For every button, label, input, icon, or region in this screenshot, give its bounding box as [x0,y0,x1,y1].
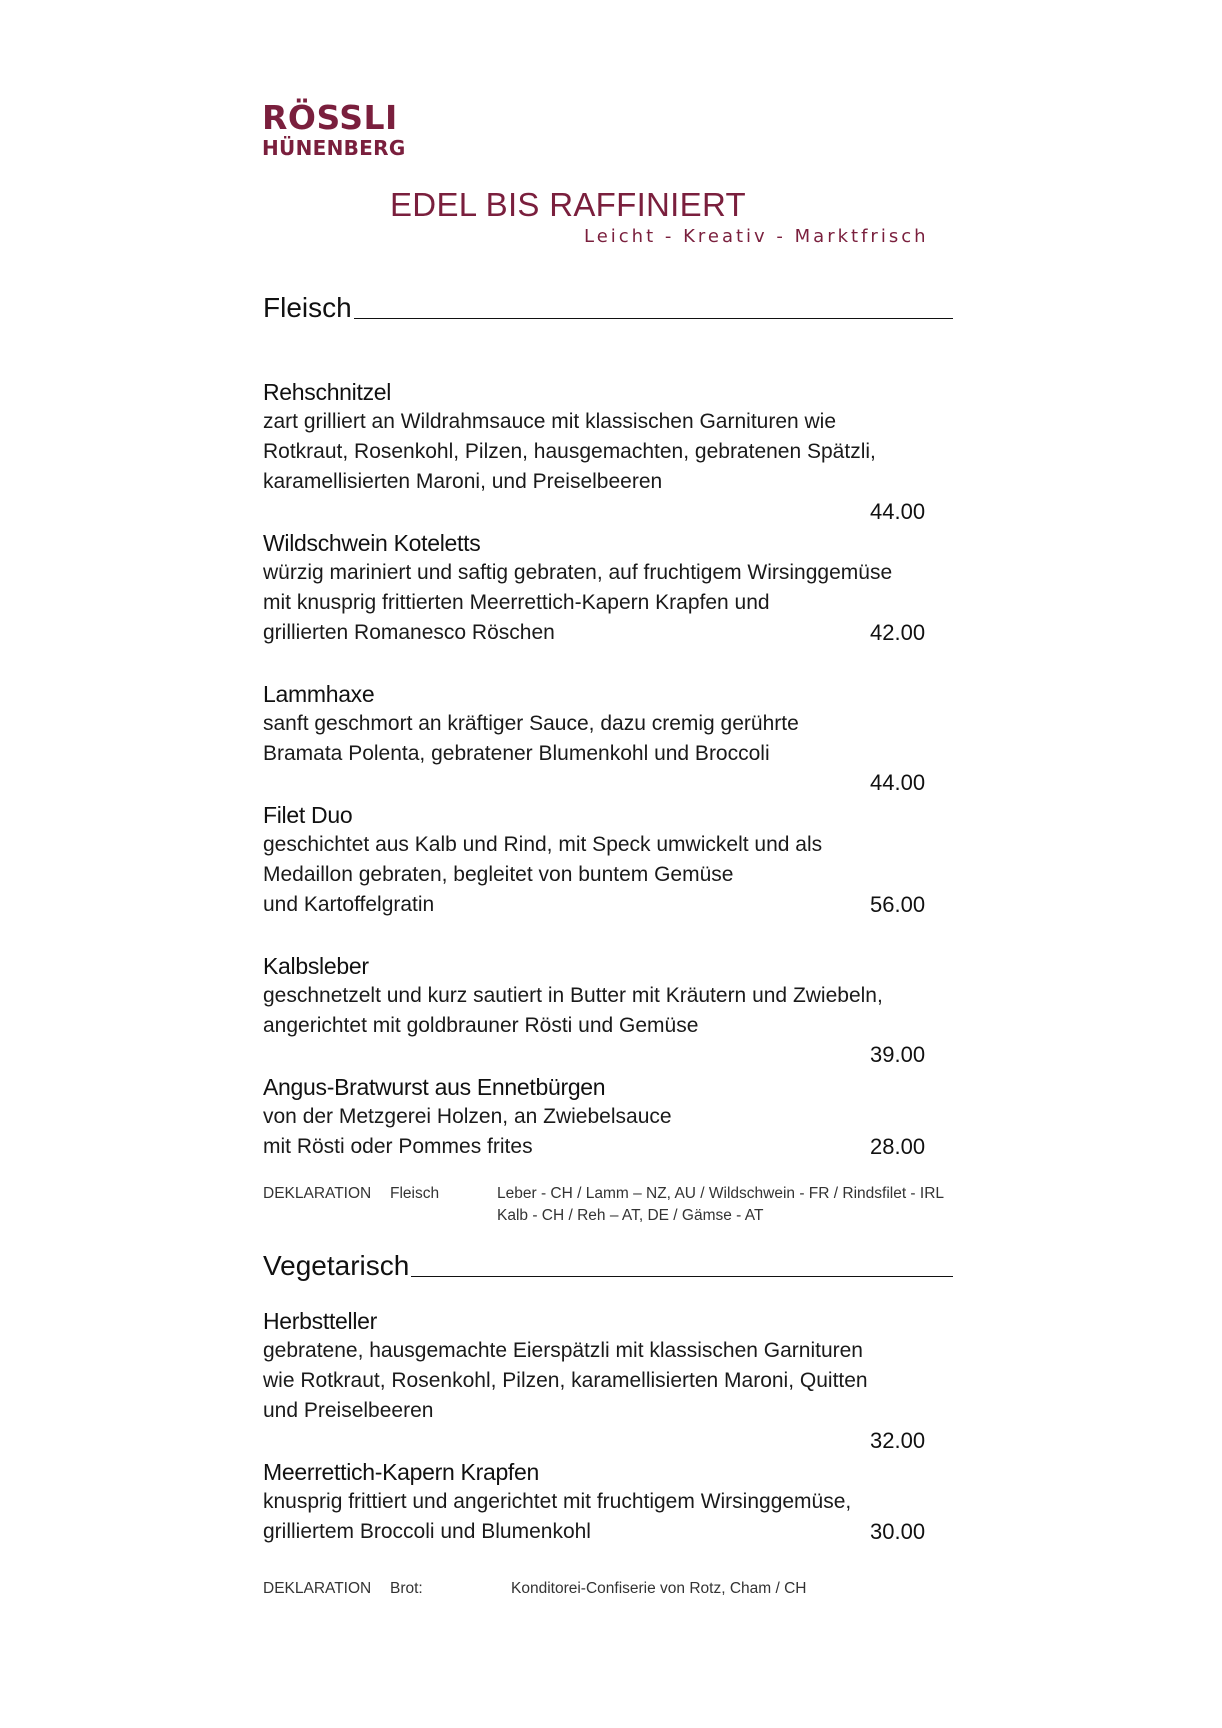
menu-item [263,1457,943,1547]
item-description-line: Rotkraut, Rosenkohl, Pilzen, hausgemachten, gebratenen Spätzli, [263,440,876,463]
declaration-origin-line: Leber - CH / Lamm – NZ, AU / Wildschwein - FR / Rindsfilet - IRL [497,1185,945,1202]
item-description-line: grillierten Romanesco Röschen [263,621,555,644]
menu-item [263,1306,943,1426]
item-price: 44.00 [870,770,926,795]
menu-item [263,1072,943,1162]
item-description-line: und Preiselbeeren [263,1399,434,1422]
menu-item [263,528,943,648]
item-name: Wildschwein Koteletts [263,530,481,556]
item-price: 44.00 [870,499,926,524]
item-description-line: würzig mariniert und saftig gebraten, auf fruchtigem Wirsinggemüse [263,561,893,584]
logo-name: RÖSSLI [262,98,398,137]
section-title-fleisch [263,292,953,324]
item-price: 30.00 [870,1519,926,1544]
item-description-line: wie Rotkraut, Rosenkohl, Pilzen, karamellisierten Maroni, Quitten [263,1369,868,1392]
declaration-label: DEKLARATION [263,1185,372,1202]
item-name: Filet Duo [263,802,353,828]
item-description-line: karamellisierten Maroni, und Preiselbeeren [263,470,663,493]
item-description-line: mit Rösti oder Pommes frites [263,1135,533,1158]
item-description-line: zart grilliert an Wildrahmsauce mit klassischen Garnituren wie [263,410,837,433]
item-price: 32.00 [870,1428,926,1453]
item-price: 28.00 [870,1134,926,1159]
logo-location: HÜNENBERG [262,136,406,160]
item-description-line: sanft geschmort an kräftiger Sauce, dazu cremig gerührte [263,712,799,735]
section-title-rule [354,318,953,319]
restaurant-logo [262,100,406,160]
item-price: 39.00 [870,1042,926,1067]
declaration-category: Fleisch [390,1185,440,1202]
item-name: Kalbsleber [263,953,369,979]
item-description-line: knusprig frittiert und angerichtet mit fruchtigem Wirsinggemüse, [263,1490,852,1513]
menu-tagline: Leicht - Kreativ - Marktfrisch [584,226,929,247]
declaration-fleisch [263,1183,963,1229]
section-title-vegetarisch [263,1250,953,1282]
item-name: Lammhaxe [263,681,375,707]
menu-item [263,377,943,497]
item-description-line: mit knusprig frittierten Meerrettich-Kapern Krapfen und [263,591,770,614]
section-title-rule [411,1276,953,1277]
item-description-line: Medaillon gebraten, begleitet von buntem Gemüse [263,863,734,886]
item-price: 56.00 [870,892,926,917]
section-title-text: Fleisch [263,292,352,323]
menu-item [263,951,943,1041]
item-description-line: Bramata Polenta, gebratener Blumenkohl und Broccoli [263,742,770,765]
section-title-text: Vegetarisch [263,1250,410,1281]
item-name: Rehschnitzel [263,379,392,405]
declaration-origin-line: Konditorei-Confiserie von Rotz, Cham / CH [511,1580,807,1597]
menu-headline: EDEL BIS RAFFINIERT [390,186,746,223]
item-price: 42.00 [870,620,926,645]
item-name: Angus-Bratwurst aus Ennetbürgen [263,1074,606,1100]
item-description-line: angerichtet mit goldbrauner Rösti und Gemüse [263,1014,699,1037]
item-description-line: gebratene, hausgemachte Eierspätzli mit klassischen Garnituren [263,1339,863,1362]
menu-item [263,679,943,769]
declaration-origin-line: Kalb - CH / Reh – AT, DE / Gämse - AT [497,1207,764,1224]
declaration-label: DEKLARATION [263,1580,372,1597]
item-name: Meerrettich-Kapern Krapfen [263,1459,540,1485]
declaration-brot [263,1578,963,1602]
menu-item [263,800,943,920]
item-name: Herbstteller [263,1308,377,1334]
declaration-category: Brot: [390,1580,423,1597]
item-description-line: geschichtet aus Kalb und Rind, mit Speck umwickelt und als [263,833,823,856]
item-description-line: und Kartoffelgratin [263,893,435,916]
item-description-line: grilliertem Broccoli und Blumenkohl [263,1520,591,1543]
item-description-line: geschnetzelt und kurz sautiert in Butter mit Kräutern und Zwiebeln, [263,984,883,1007]
item-description-line: von der Metzgerei Holzen, an Zwiebelsauce [263,1105,672,1128]
